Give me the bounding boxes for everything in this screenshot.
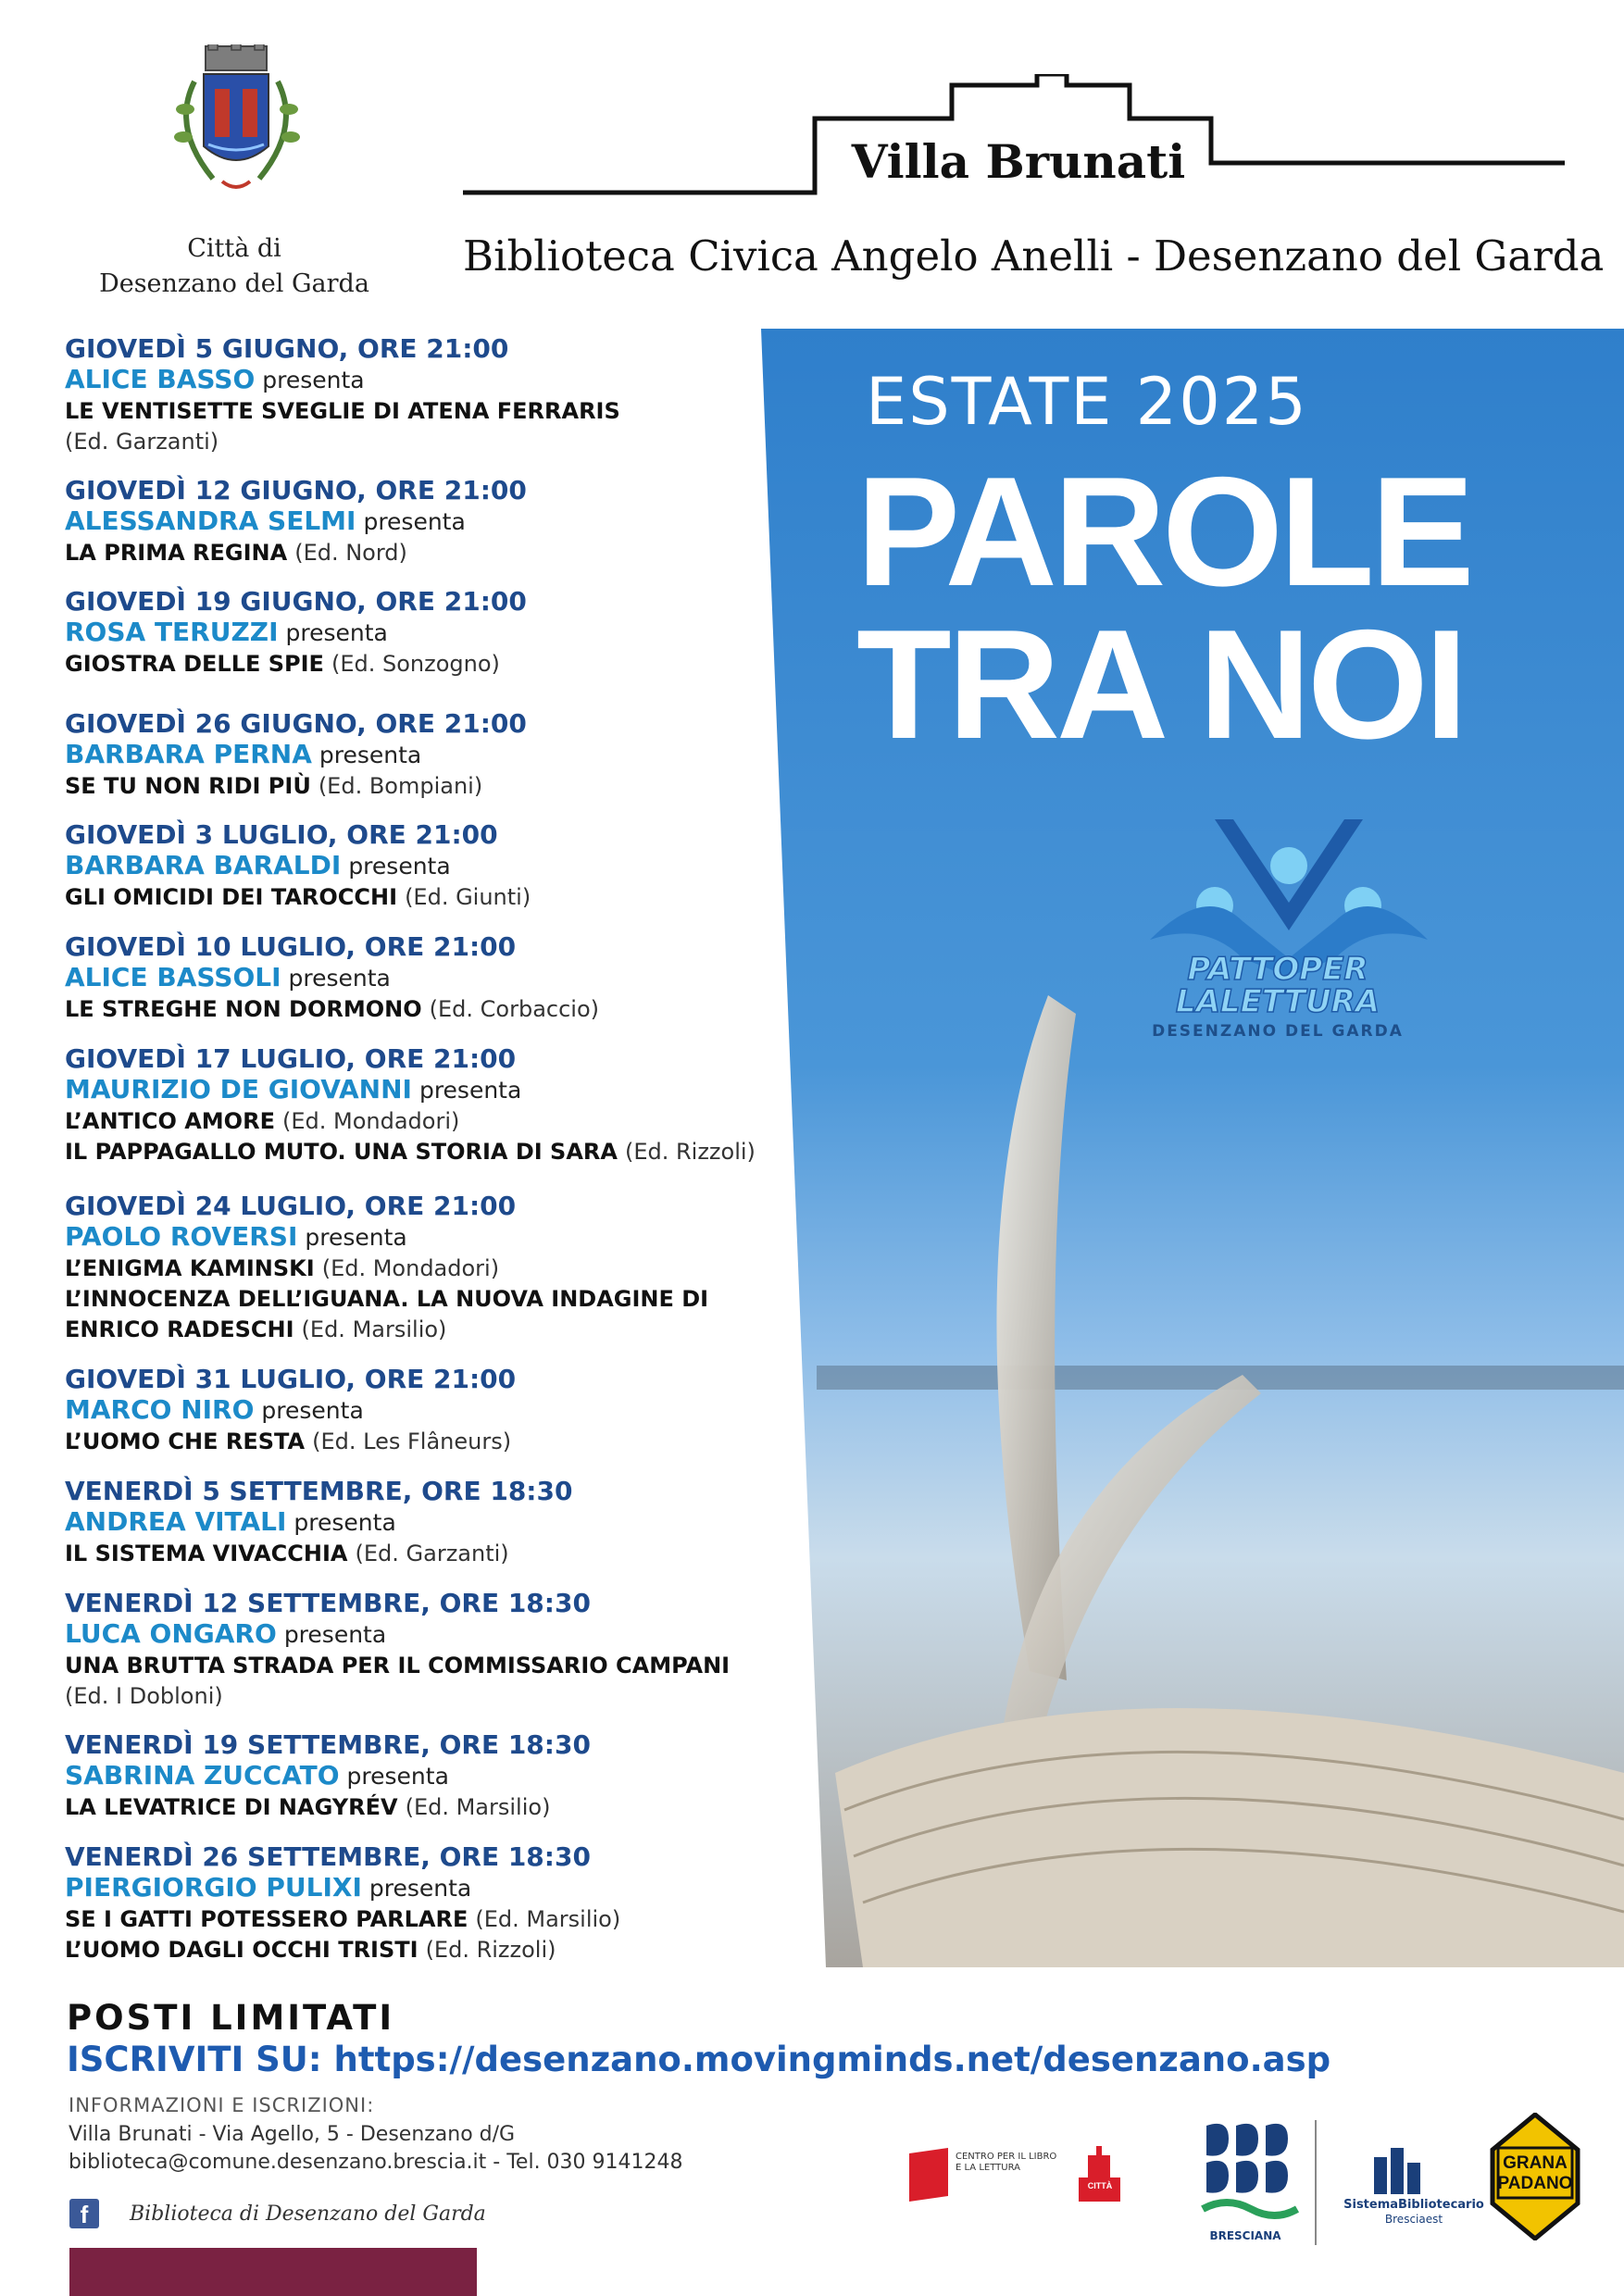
event-book-title: GIOSTRA DELLE SPIE xyxy=(65,651,324,677)
registration-link[interactable]: ISCRIVITI SU: https://desenzano.movingminds.net/desenzano.asp xyxy=(67,2040,1331,2079)
sistema-bibliotecario-logo-icon xyxy=(1370,2144,1426,2196)
event-item xyxy=(65,1043,796,1167)
event-date: VENERDÌ 26 SETTEMBRE, ORE 18:30 xyxy=(65,1841,591,1872)
event-book-title: L’UOMO CHE RESTA xyxy=(65,1429,306,1454)
event-item xyxy=(65,333,796,457)
event-book xyxy=(65,1792,796,1823)
event-book xyxy=(65,1254,796,1284)
event-date: VENERDÌ 5 SETTEMBRE, ORE 18:30 xyxy=(65,1476,573,1506)
event-book xyxy=(65,396,796,427)
event-date: GIOVEDÌ 3 LUGLIO, ORE 21:00 xyxy=(65,819,498,850)
event-presenta: presenta xyxy=(418,1077,522,1104)
event-item xyxy=(65,708,796,802)
sistema-bibliotecario-text1: SistemaBibliotecario xyxy=(1343,2198,1484,2212)
event-book-title: SE I GATTI POTESSERO PARLARE xyxy=(65,1906,468,1932)
event-author: LUCA ONGARO xyxy=(65,1618,277,1649)
event-date: GIOVEDÌ 10 LUGLIO, ORE 21:00 xyxy=(65,931,517,962)
event-book-publisher: (Ed. Marsilio) xyxy=(405,1794,551,1820)
event-presenta: presenta xyxy=(283,1621,387,1648)
event-book xyxy=(65,882,796,913)
event-date: GIOVEDÌ 31 LUGLIO, ORE 21:00 xyxy=(65,1364,517,1394)
event-presenta: presenta xyxy=(288,965,391,992)
event-book-title: IL SISTEMA VIVACCHIA xyxy=(65,1541,348,1566)
event-book-title: LA LEVATRICE DI NAGYRÉV xyxy=(65,1794,398,1820)
event-book-title: SE TU NON RIDI PIÙ xyxy=(65,773,311,799)
event-book-publisher: (Ed. Marsilio) xyxy=(301,1316,447,1342)
event-book xyxy=(65,771,796,802)
event-author: ANDREA VITALI xyxy=(65,1506,287,1537)
event-author-line xyxy=(65,850,796,882)
city-caption xyxy=(81,231,387,302)
event-book-publisher: (Ed. Nord) xyxy=(294,540,407,566)
event-book-title: GLI OMICIDI DEI TAROCCHI xyxy=(65,884,398,910)
citta-logo-icon xyxy=(1079,2146,1120,2202)
city-caption-line2: Desenzano del Garda xyxy=(99,269,369,298)
facebook-page-name: Biblioteca di Desenzano del Garda xyxy=(130,2202,486,2226)
event-date: GIOVEDÌ 24 LUGLIO, ORE 21:00 xyxy=(65,1191,517,1221)
info-address: Villa Brunati - Via Agello, 5 - Desenzano d/G xyxy=(69,2123,516,2146)
event-item xyxy=(65,475,796,568)
event-date: VENERDÌ 12 SETTEMBRE, ORE 18:30 xyxy=(65,1588,591,1618)
event-book-title: IL PAPPAGALLO MUTO. UNA STORIA DI SARA xyxy=(65,1139,618,1165)
patto-lettura-text1: PATTOPER xyxy=(1187,951,1368,988)
event-book xyxy=(65,1651,796,1681)
event-author: MARCO NIRO xyxy=(65,1394,255,1425)
event-book-publisher: (Ed. Les Flâneurs) xyxy=(312,1429,512,1454)
event-book xyxy=(65,1315,796,1345)
event-date: VENERDÌ 19 SETTEMBRE, ORE 18:30 xyxy=(65,1729,591,1760)
event-presenta: presenta xyxy=(346,1763,449,1790)
event-author: ROSA TERUZZI xyxy=(65,617,279,647)
event-book-publisher: (Ed. Corbaccio) xyxy=(429,996,599,1022)
facebook-icon[interactable]: f xyxy=(69,2199,99,2228)
event-author-line xyxy=(65,1506,796,1539)
event-item xyxy=(65,1841,796,1965)
event-date: GIOVEDÌ 5 GIUGNO, ORE 21:00 xyxy=(65,333,509,364)
event-date: GIOVEDÌ 19 GIUGNO, ORE 21:00 xyxy=(65,586,527,617)
event-author-line xyxy=(65,739,796,771)
event-author-line xyxy=(65,617,796,649)
rete-bibliotecaria-text: BRESCIANA xyxy=(1209,2229,1281,2242)
library-name: Biblioteca Civica Angelo Anelli - Desenzano del Garda xyxy=(463,231,1605,281)
event-date: GIOVEDÌ 26 GIUGNO, ORE 21:00 xyxy=(65,708,527,739)
event-book xyxy=(65,649,796,680)
event-item xyxy=(65,931,796,1025)
event-presenta: presenta xyxy=(369,1875,472,1902)
rete-bibliotecaria-logo-icon xyxy=(1199,2118,1301,2243)
sistema-bibliotecario-text2: Bresciaest xyxy=(1384,2213,1443,2226)
event-author-line xyxy=(65,505,796,538)
event-presenta: presenta xyxy=(305,1224,407,1251)
limited-seats-text: POSTI LIMITATI xyxy=(67,1998,395,2038)
event-book xyxy=(65,1284,796,1315)
event-book-title: L’ENIGMA KAMINSKI xyxy=(65,1255,315,1281)
event-author-line xyxy=(65,1221,796,1254)
poster-title-line2: TRA NOI xyxy=(856,597,1465,771)
event-book-title: LE VENTISETTE SVEGLIE DI ATENA FERRARIS xyxy=(65,398,620,424)
patto-lettura-text2: LALETTURA xyxy=(1175,983,1380,1020)
event-book-title: L’UOMO DAGLI OCCHI TRISTI xyxy=(65,1937,418,1963)
event-book-title: L’INNOCENZA DELL’IGUANA. LA NUOVA INDAGINE DI xyxy=(65,1286,709,1312)
event-author: ALICE BASSO xyxy=(65,364,256,394)
event-presenta: presenta xyxy=(262,367,365,393)
event-author: SABRINA ZUCCATO xyxy=(65,1760,340,1791)
event-presenta: presenta xyxy=(294,1509,396,1536)
event-date: GIOVEDÌ 12 GIUGNO, ORE 21:00 xyxy=(65,475,527,505)
event-date: GIOVEDÌ 17 LUGLIO, ORE 21:00 xyxy=(65,1043,517,1074)
event-item xyxy=(65,1588,796,1712)
event-author-line xyxy=(65,1760,796,1792)
event-author-line xyxy=(65,1074,796,1106)
grana-padano-text2: PADANO xyxy=(1497,2174,1573,2193)
info-contact: biblioteca@comune.desenzano.brescia.it - Tel. 030 9141248 xyxy=(69,2151,683,2174)
event-author: BARBARA PERNA xyxy=(65,739,312,769)
event-book-publisher: (Ed. Marsilio) xyxy=(475,1906,621,1932)
event-author-line xyxy=(65,1618,796,1651)
event-book-publisher: (Ed. Rizzoli) xyxy=(624,1139,756,1165)
event-item xyxy=(65,1729,796,1823)
event-presenta: presenta xyxy=(261,1397,364,1424)
event-item xyxy=(65,586,796,680)
event-author: PAOLO ROVERSI xyxy=(65,1221,298,1252)
patto-lettura-text3: DESENZANO DEL GARDA xyxy=(1152,1022,1404,1041)
event-book xyxy=(65,1106,796,1137)
event-presenta: presenta xyxy=(285,619,388,646)
event-book-title: ENRICO RADESCHI xyxy=(65,1316,294,1342)
cll-logo-text: CENTRO PER IL LIBRO E LA LETTURA xyxy=(956,2152,1057,2173)
event-author-line xyxy=(65,1394,796,1427)
event-book xyxy=(65,1539,796,1569)
event-presenta: presenta xyxy=(348,853,451,880)
poster-season: ESTATE 2025 xyxy=(866,364,1308,440)
event-item xyxy=(65,1191,796,1345)
event-book-title: LE STREGHE NON DORMONO xyxy=(65,996,422,1022)
event-publisher-line: (Ed. I Dobloni) xyxy=(65,1683,223,1709)
logos-divider xyxy=(1315,2120,1317,2245)
event-item xyxy=(65,1476,796,1569)
event-author: BARBARA BARALDI xyxy=(65,850,342,880)
event-book-publisher: (Ed. Rizzoli) xyxy=(425,1937,556,1963)
footer-bar xyxy=(69,2248,477,2296)
event-presenta: presenta xyxy=(319,742,422,768)
city-crest-logo xyxy=(157,44,315,206)
crown-icon xyxy=(206,44,267,70)
grana-padano-text1: GRANA xyxy=(1503,2153,1568,2173)
event-book-publisher: (Ed. Bompiani) xyxy=(318,773,483,799)
event-book xyxy=(65,1904,796,1935)
event-book-publisher: (Ed. Mondadori) xyxy=(321,1255,500,1281)
event-presenta: presenta xyxy=(363,508,466,535)
event-book-publisher: (Ed. Mondadori) xyxy=(281,1108,460,1134)
event-item xyxy=(65,819,796,913)
event-book-title: LA PRIMA REGINA xyxy=(65,540,288,566)
city-caption-line1: Città di xyxy=(187,234,281,263)
event-book xyxy=(65,1137,796,1167)
event-author-line xyxy=(65,364,796,396)
event-book-publisher: (Ed. Garzanti) xyxy=(355,1541,509,1566)
event-book-publisher: (Ed. Sonzogno) xyxy=(331,651,500,677)
event-book xyxy=(65,1427,796,1457)
villa-name: Villa Brunati xyxy=(851,134,1186,189)
event-author: ALESSANDRA SELMI xyxy=(65,505,356,536)
event-book-publisher: (Ed. Giunti) xyxy=(405,884,531,910)
poster-title-line1: PAROLE xyxy=(856,444,1471,618)
event-author-line xyxy=(65,1872,796,1904)
event-item xyxy=(65,1364,796,1457)
info-title: INFORMAZIONI E ISCRIZIONI: xyxy=(69,2094,375,2116)
event-author-line xyxy=(65,962,796,994)
event-publisher-line: (Ed. Garzanti) xyxy=(65,429,219,455)
event-book-title: UNA BRUTTA STRADA PER IL COMMISSARIO CAMPANI xyxy=(65,1653,731,1678)
event-book-title: L’ANTICO AMORE xyxy=(65,1108,275,1134)
event-book xyxy=(65,538,796,568)
event-book xyxy=(65,994,796,1025)
event-author: MAURIZIO DE GIOVANNI xyxy=(65,1074,412,1104)
event-author: PIERGIORGIO PULIXI xyxy=(65,1872,362,1903)
citta-logo-text: CITTÀ xyxy=(1087,2181,1113,2190)
event-author: ALICE BASSOLI xyxy=(65,962,281,992)
event-book xyxy=(65,1935,796,1965)
